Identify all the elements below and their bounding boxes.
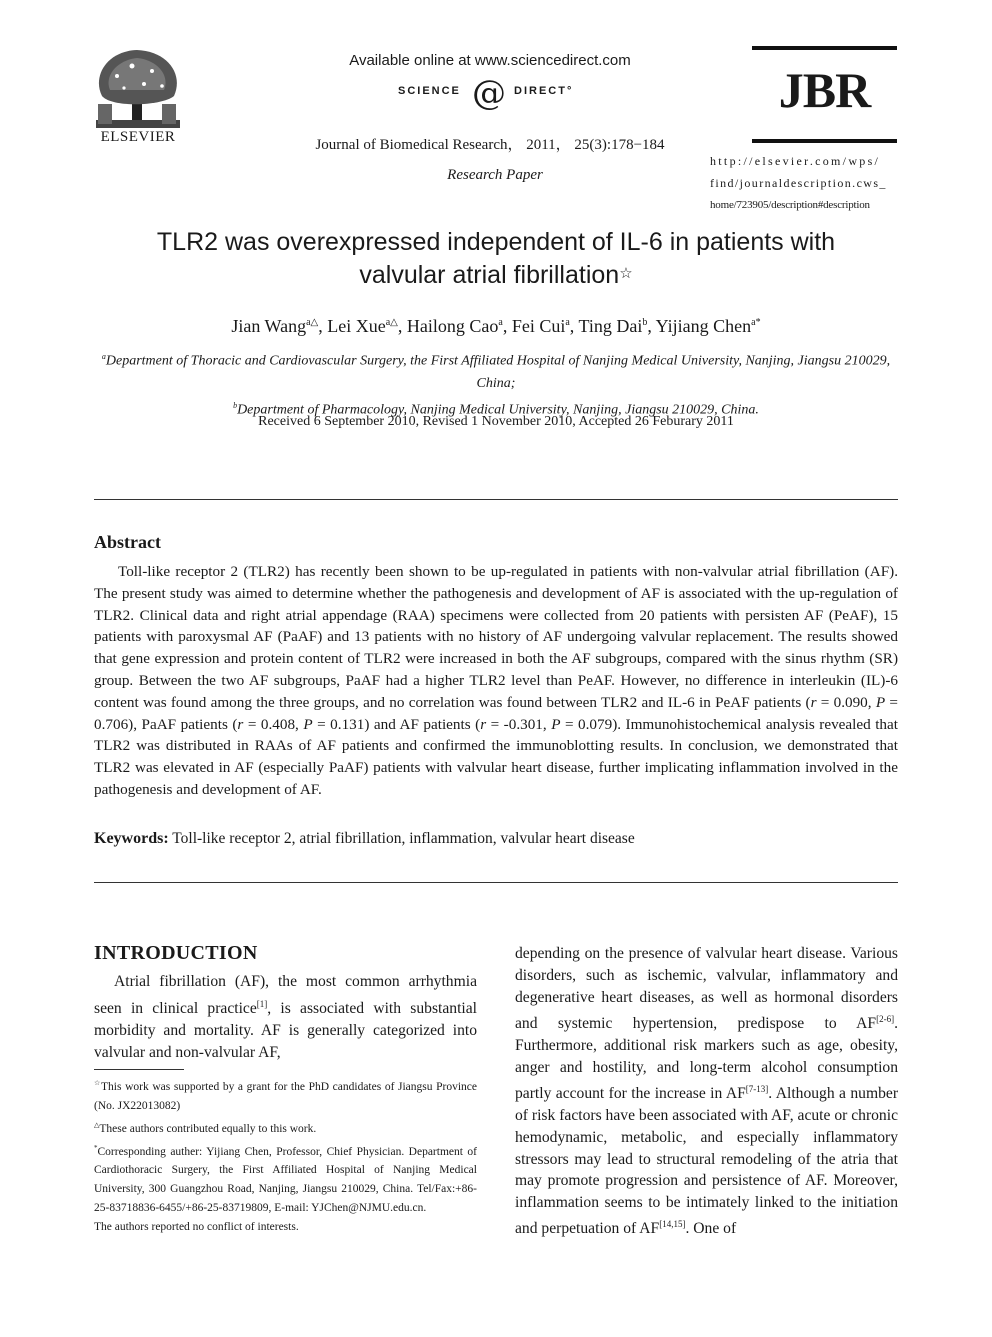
citation-ref[interactable]: [14,15]	[659, 1219, 686, 1230]
divider	[94, 882, 898, 883]
author-name: Hailong Cao	[406, 316, 499, 336]
body-text: . One of	[685, 1220, 737, 1238]
journal-url-line: home/723905/description#description	[710, 199, 870, 211]
author-name: Yijiang Chen	[655, 316, 752, 336]
sd-right-text: DIRECT°	[514, 85, 574, 97]
author-name: Ting Dai	[578, 316, 643, 336]
title-line: TLR2 was overexpressed independent of IL-6 in patients with	[156, 228, 836, 256]
footnote-text: Corresponding auther: Yijiang Chen, Professor, Chief Physician. Department of Cardiothoracic Surgery, the First Affiliated Hospital of Nanjing Medical University, 300 Guangzhou Road, Nanjing, Jiangsu 210029, China. Tel/Fax:+86-25-83718836-6455/+86-25-83719809, E-mail: YJChen@NJMU.edu.cn.	[94, 1145, 477, 1215]
body-text: . Although a number of risk factors have been associated with AF, acute or chronic hemodynamic, metabolic, and especially inflammatory stressors may lead to structural remodeling of the atria that may promote progression and persistence of AF. Moreover, inflammation seems to be intimately linked to the initiation and perpetuation of AF	[515, 1084, 899, 1238]
stat-symbol: r	[237, 715, 244, 733]
abstract-part: = 0.079).	[560, 715, 626, 733]
body-text: Atrial fibrillation (AF), the most common arrhythmia seen in clinical practice	[94, 973, 477, 1018]
article-title	[96, 226, 896, 292]
abstract-part: = 0.706), PaAF patients (	[94, 693, 898, 733]
abstract-text	[94, 561, 898, 801]
author-affiliation-mark: b	[642, 317, 648, 328]
title-line-text: valvular atrial fibrillation	[359, 261, 620, 289]
author-separator: ,	[502, 316, 512, 336]
author-separator: ,	[318, 316, 328, 336]
jbr-bottom-rule	[752, 139, 897, 143]
affiliation-mark: a	[101, 352, 106, 361]
author-name: Jian Wang	[231, 316, 307, 336]
journal-citation: Journal of Biomedical Research， 2011， 25(3):178−184	[315, 137, 665, 153]
author-separator: ,	[647, 316, 656, 336]
stat-symbol: r	[480, 715, 487, 733]
author	[327, 316, 407, 336]
abstract-part: = 0.408,	[243, 715, 304, 733]
journal-url-line: find/journaldescription.cws_	[710, 176, 887, 190]
author	[578, 316, 655, 336]
affiliation-a	[96, 346, 896, 395]
author	[512, 316, 579, 336]
affiliation-text: Department of Thoracic and Cardiovascular Surgery, the First Affiliated Hospital of Nanjing Medical University, Nanjing, Jiangsu 210029, China;	[105, 353, 891, 391]
footnote-text: This work was supported by a grant for the PhD candidates of Jiangsu Province (No. JX22013082)	[94, 1080, 478, 1112]
jbr-top-rule	[752, 46, 897, 50]
received-dates: Received 6 September 2010, Revised 1 November 2010, Accepted 26 Feburary 2011	[258, 414, 734, 429]
footnote	[94, 1139, 477, 1219]
footnote-text: These authors contributed equally to this work.	[99, 1122, 317, 1135]
abstract-heading: Abstract	[94, 532, 161, 552]
author-affiliation-mark: a△	[385, 317, 398, 328]
author-list	[96, 316, 896, 337]
footnote: The authors reported no conflict of interests.	[94, 1221, 299, 1234]
abstract-part: = 0.131) and AF patients (	[312, 715, 481, 733]
footnote-mark: ☆	[94, 1079, 102, 1087]
author-separator: ,	[569, 316, 579, 336]
journal-logo: JBR	[778, 62, 871, 118]
abstract-part: Toll-like receptor 2 (TLR2) has recently been shown to be up-regulated in patients with non-valvular atrial fibrillation (AF). The present study was aimed to determine whether the pathogenesis and development of AF is associated with the up-regulation of TLR2. Clinical data and right atrial appendage (RAA) specimens were collected from 20 patients with persisten AF (PeAF), 15 patients with paroxysmal AF (PaAF) and 13 patients with no history of AF undergoing valvular replacement. The results showed that gene expression and protein content of TLR2 were increased in both the AF subgroups, compared with the sinus rhythm (SR) group. Between the two AF subgroups, PaAF had a higher TLR2 level than PeAF. However, no difference in interleukin (IL)-6 content was found among the three groups, and no correlation was found between TLR2 and IL-6 in PeAF patients (	[94, 563, 898, 711]
author-affiliation-mark: a	[565, 317, 570, 328]
intro-left-column	[94, 971, 477, 1064]
intro-right-column	[515, 943, 898, 1240]
author-name: Fei Cui	[511, 316, 566, 336]
author-affiliation-mark: a	[498, 317, 503, 328]
journal-url-line: http://elsevier.com/wps/	[710, 154, 881, 168]
keywords-text: Toll-like receptor 2, atrial fibrillation, inflammation, valvular heart disease	[172, 830, 635, 847]
title-star-mark: ☆	[619, 265, 633, 282]
sd-left-text: SCIENCE	[398, 85, 461, 97]
footnotes	[94, 1074, 477, 1237]
footnote	[94, 1074, 477, 1116]
stat-symbol: P	[303, 715, 313, 733]
abstract-part: = 0.090,	[816, 693, 876, 711]
keywords	[94, 830, 898, 848]
keywords-label: Keywords:	[94, 830, 169, 847]
body-text: depending on the presence of valvular heart disease. Various disorders, such as ischemic, valvular, inflammatory and degenerative heart diseases, as well as hormonal disorders and systemic hypertension, predispose to AF	[515, 945, 898, 1032]
author-name: Lei Xue	[327, 316, 386, 336]
author	[231, 316, 327, 336]
divider	[94, 499, 898, 500]
citation-ref[interactable]: [1]	[256, 999, 268, 1009]
abstract-part: = -0.301,	[486, 715, 552, 733]
affiliation-mark: b	[233, 400, 238, 410]
stat-symbol: P	[875, 693, 886, 711]
journal-url[interactable]	[710, 150, 900, 216]
body-text: . Furthermore, additional risk markers such as age, obesity, anger and hostility, and long-term alcohol consumption partly account for the increase in AF	[515, 1014, 898, 1102]
available-online-text: Available online at www.sciencedirect.com	[349, 52, 631, 69]
abstract-part: Immunohistochemical analysis revealed that TLR2 was distributed in RAAs of AF patients and confirmed the immunoblotting results. In conclusion, we demonstrated that TLR2 was elevated in AF (especially PaAF) patients with valvular heart disease, further implicating inflammation involved in the pathogenesis and development of AF.	[94, 715, 898, 798]
elsevier-wordmark: ELSEVIER	[100, 129, 176, 145]
affiliations	[96, 346, 896, 421]
footnote-mark: *	[94, 1143, 98, 1152]
sd-at-icon: @	[472, 73, 506, 113]
footnote-rule	[94, 1069, 184, 1070]
author	[407, 316, 512, 336]
author-affiliation-mark: a*	[751, 317, 761, 328]
author-affiliation-mark: a△	[306, 317, 319, 328]
footnote	[94, 1116, 477, 1139]
footnote-mark: △	[94, 1120, 100, 1129]
stat-symbol: r	[810, 693, 817, 711]
stat-symbol: P	[551, 715, 561, 733]
body-text: , is associated with substantial morbidity and mortality. AF is generally categorized into valvular and non-valvular AF,	[94, 1000, 477, 1062]
section-heading-introduction: INTRODUCTION	[94, 942, 258, 964]
citation-ref[interactable]: [2-6]	[876, 1013, 895, 1024]
title-line	[96, 259, 896, 292]
affiliation-text: Department of Pharmacology, Nanjing Medical University, Nanjing, Jiangsu 210029, China.	[237, 402, 759, 418]
citation-ref[interactable]: [7-13]	[745, 1083, 769, 1094]
author	[656, 316, 761, 336]
paper-type: Research Paper	[447, 167, 543, 183]
sciencedirect-logo	[300, 73, 680, 116]
author-separator: ,	[397, 316, 407, 336]
